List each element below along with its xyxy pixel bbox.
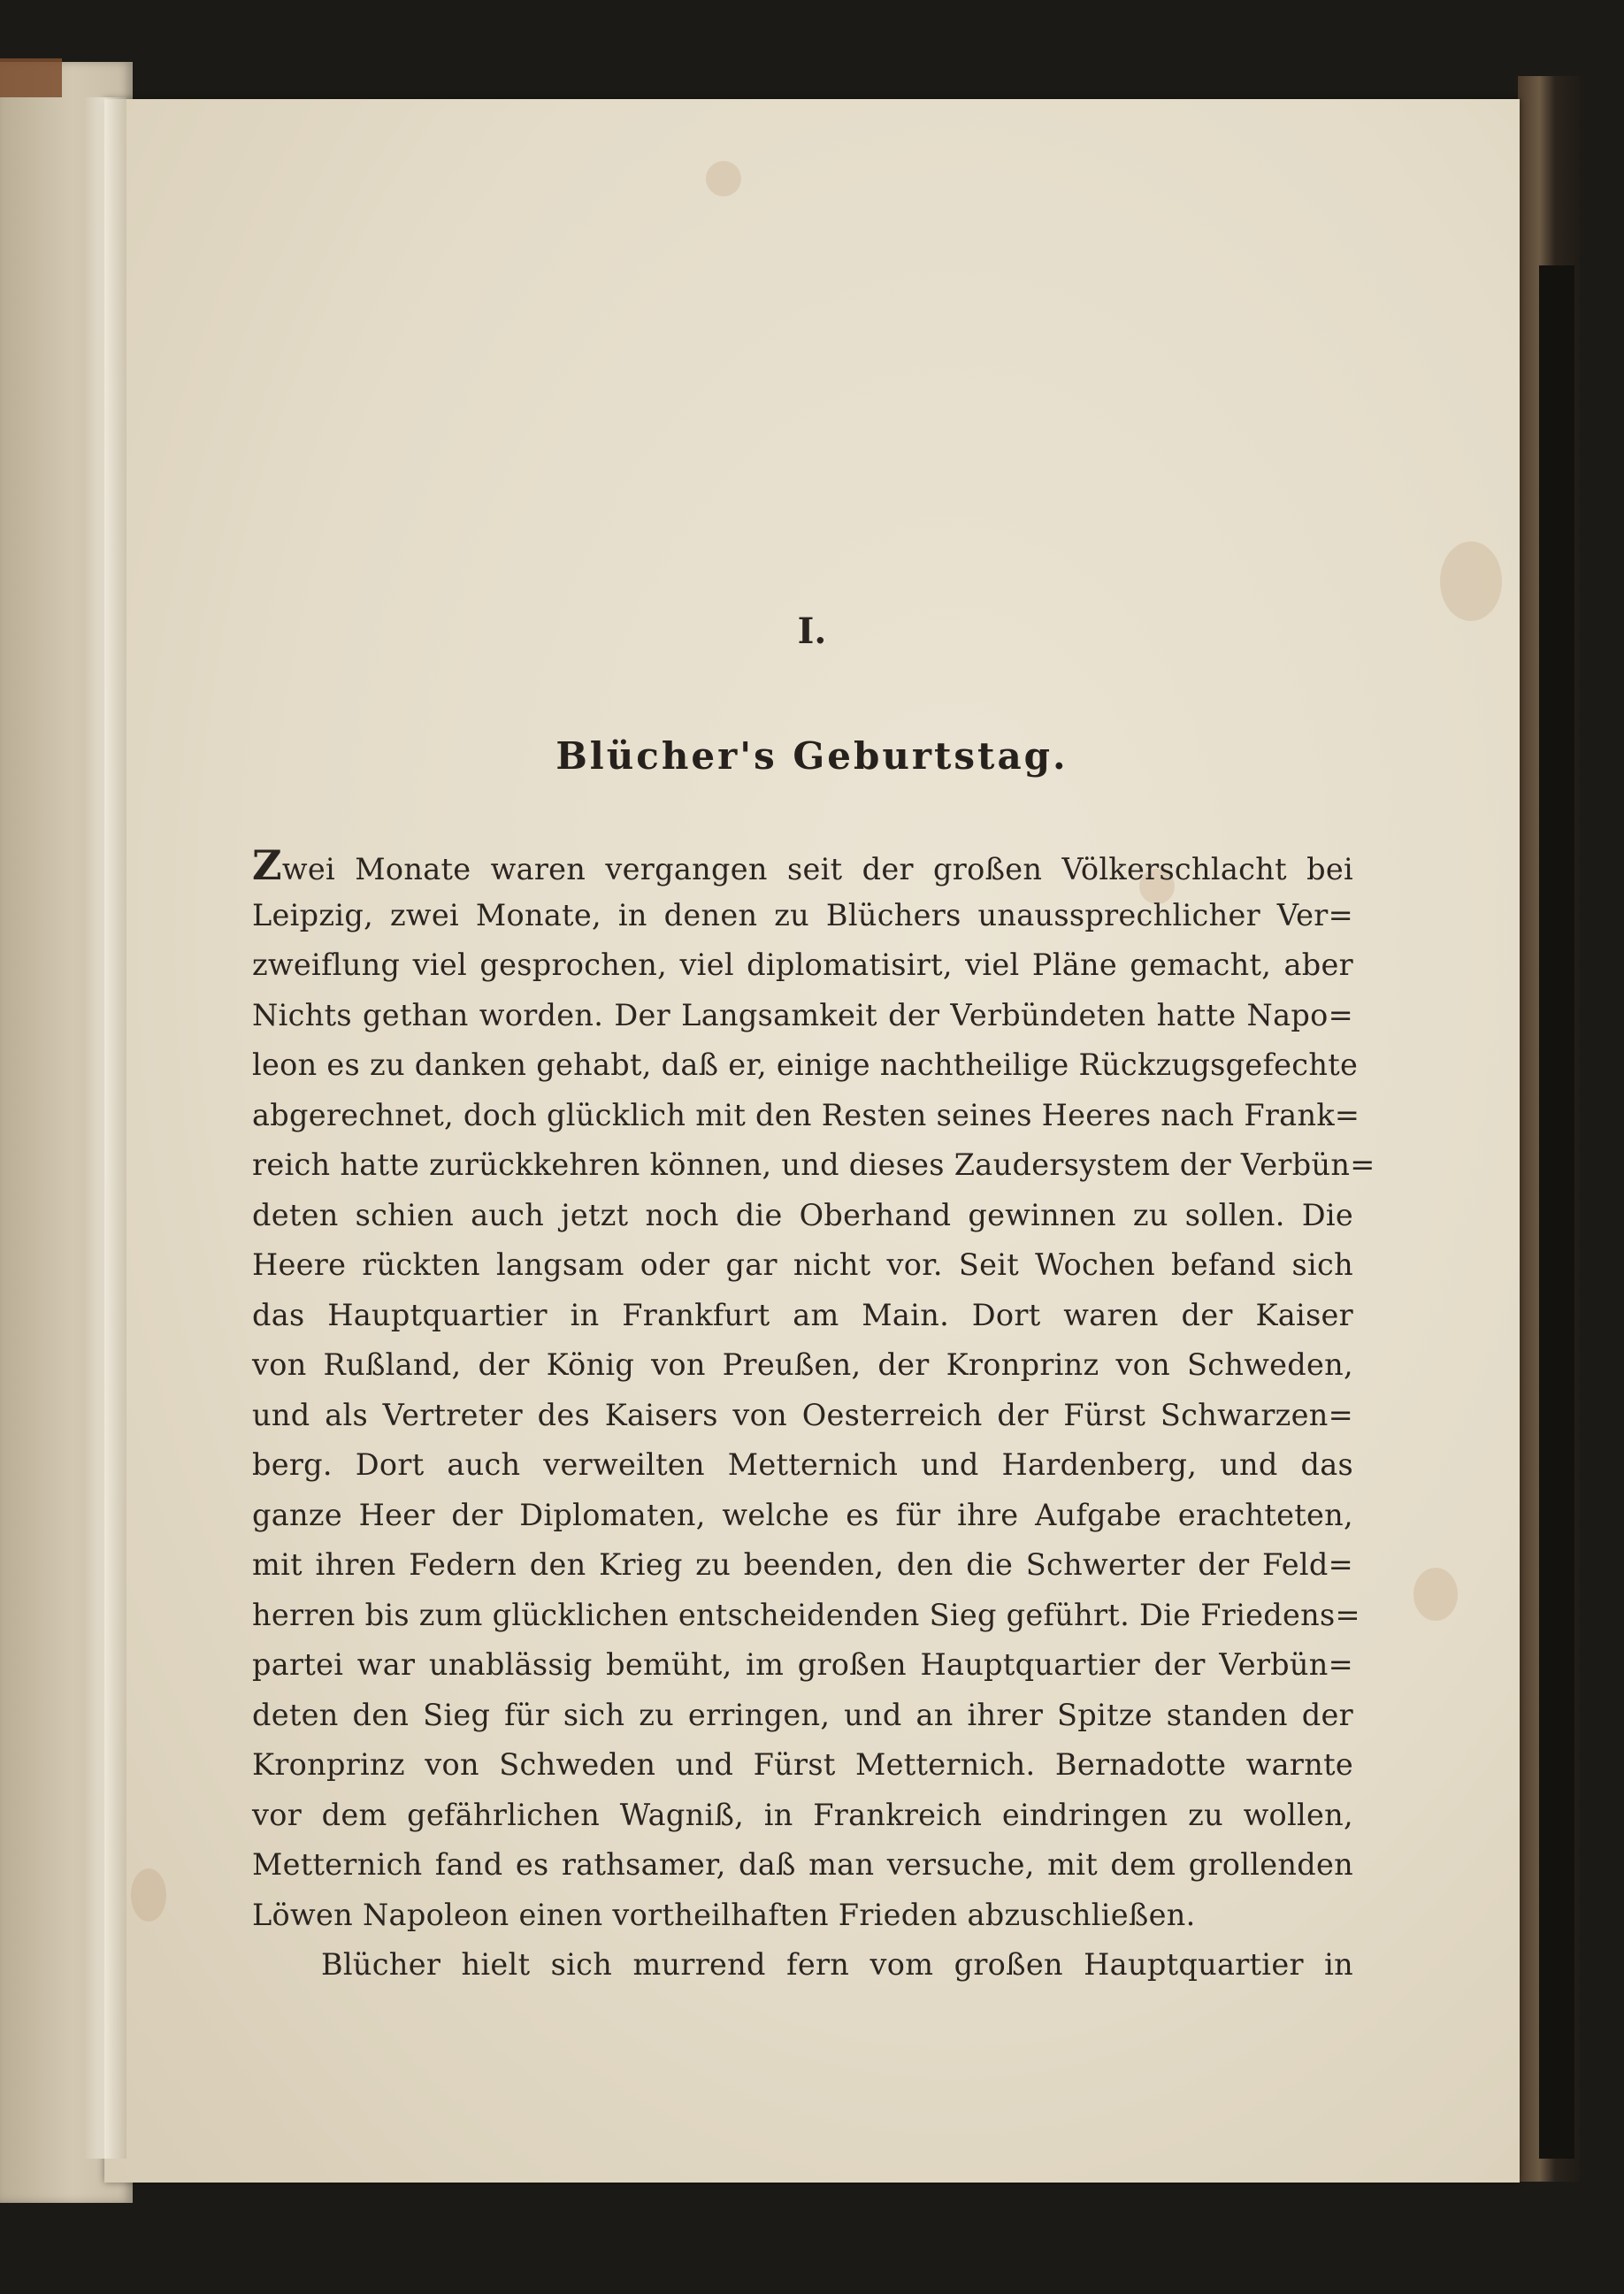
text-line: Leipzig, zwei Monate, in denen zu Blüchers unaussprechlicher Ver= (252, 897, 1353, 932)
text-line: abgerechnet, doch glücklich mit den Resten seines Heeres nach Frank= (252, 1097, 1360, 1132)
body-text (252, 840, 1375, 1991)
text-line: Blücher hielt sich murrend fern vom großen Hauptquartier in (321, 1947, 1353, 1982)
text-line: Metternich fand es rathsamer, daß man versuche, mit dem grollenden (252, 1847, 1353, 1882)
text-line: deten schien auch jetzt noch die Oberhand gewinnen zu sollen. Die (252, 1197, 1353, 1232)
book-cover-edge (1539, 265, 1574, 2159)
chapter-number: I. (797, 610, 827, 652)
text-line: Zwei Monate waren vergangen seit der großen Völkerschlacht bei (252, 841, 1353, 889)
text-line: berg. Dort auch verweilten Metternich und Hardenberg, und das (252, 1447, 1353, 1482)
chapter-title: Blücher's Geburtstag. (555, 734, 1069, 778)
text-line: das Hauptquartier in Frankfurt am Main. Dort waren der Kaiser (252, 1297, 1353, 1332)
left-page-corner (0, 58, 62, 97)
text-line: und als Vertreter des Kaisers von Oesterreich der Fürst Schwarzen= (252, 1397, 1353, 1432)
text-line: Kronprinz von Schweden und Fürst Metternich. Bernadotte warnte (252, 1747, 1353, 1782)
text-line: partei war unablässig bemüht, im großen Hauptquartier der Verbün= (252, 1647, 1353, 1682)
text-line: reich hatte zurückkehren können, und dieses Zaudersystem der Verbün= (252, 1147, 1375, 1182)
text-line: Löwen Napoleon einen vortheilhaften Frieden abzuschließen. (252, 1897, 1196, 1932)
book-gutter (84, 97, 126, 2159)
text-line: deten den Sieg für sich zu erringen, und an ihrer Spitze standen der (252, 1697, 1353, 1732)
text-line: ganze Heer der Diplomaten, welche es für ihre Aufgabe erachteten, (252, 1497, 1353, 1532)
text-line: von Rußland, der König von Preußen, der Kronprinz von Schweden, (252, 1347, 1353, 1382)
text-line: zweiflung viel gesprochen, viel diplomatisirt, viel Pläne gemacht, aber (252, 948, 1353, 982)
text-line: herren bis zum glücklichen entscheidenden Sieg geführt. Die Friedens= (252, 1597, 1360, 1632)
drop-initial: Z (252, 841, 282, 889)
text-line: leon es zu danken gehabt, daß er, einige nachtheilige Rückzugsgefechte (252, 1047, 1359, 1082)
foxing-spot (131, 1868, 166, 1922)
text-line: vor dem gefährlichen Wagniß, in Frankreich eindringen zu wollen, (252, 1797, 1353, 1832)
text-line: mit ihren Federn den Krieg zu beenden, den die Schwerter der Feld= (252, 1547, 1353, 1582)
text-line: Nichts gethan worden. Der Langsamkeit der Verbündeten hatte Napo= (252, 997, 1353, 1032)
text-line: Heere rückten langsam oder gar nicht vor. Seit Wochen befand sich (252, 1247, 1353, 1282)
foxing-spot (706, 161, 741, 196)
foxing-spot (1413, 1568, 1458, 1621)
foxing-spot (1440, 541, 1502, 621)
